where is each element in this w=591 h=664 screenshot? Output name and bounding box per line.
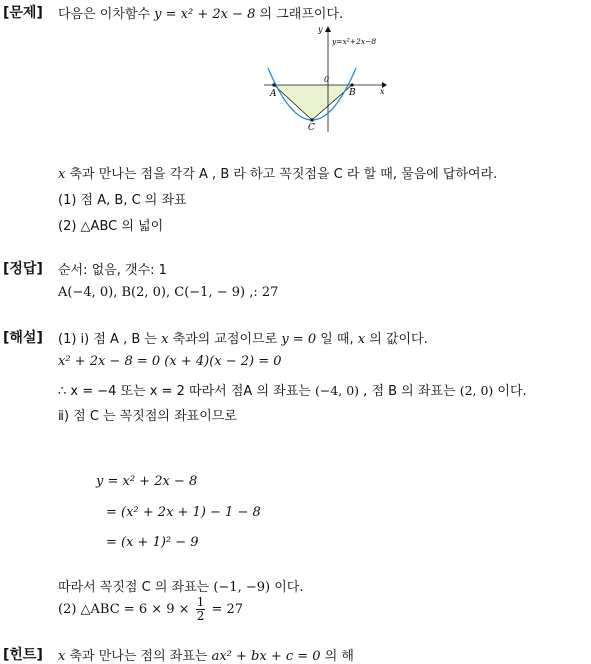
point-a-dot — [272, 83, 275, 86]
explanation-line1-mid2: 일 때, — [316, 332, 358, 347]
derivation-step1: y = x² + 2x − 8 — [96, 474, 198, 489]
explanation-line5-pre: 따라서 꼭짓점 C 의 좌표는 — [58, 580, 214, 595]
point-b-label: B — [349, 88, 356, 98]
explanation-line6 — [58, 596, 243, 623]
explanation-line1-post: 의 값이다. — [365, 332, 428, 347]
explanation-line1 — [58, 328, 428, 347]
vertex-coordinate: (−1, −9) — [213, 580, 271, 595]
explanation-line1-x2: x — [357, 332, 366, 347]
explanation-line1-eq: y = 0 — [281, 332, 317, 347]
problem-line1-text: 축과 만나는 점을 각각 A , B 라 하고 꼭짓점을 C 라 할 때, 물음에 답하여라. — [65, 167, 498, 182]
parabola-graph — [262, 24, 392, 134]
explanation-line3-pre: ∴ x = −4 또는 x = 2 따라서 점A 의 좌표는 — [58, 384, 315, 399]
problem-line1-x: x — [58, 167, 66, 182]
area-formula-pre: (2) △ABC = 6 × 9 × — [58, 602, 194, 617]
explanation-line1-mid: 축과의 교점이므로 — [168, 332, 282, 347]
problem-intro — [58, 3, 343, 22]
curve-label: y=x²+2x−8 — [332, 37, 377, 46]
hint-tag: [힌트] — [3, 647, 43, 663]
answer-line1: 순서: 없음, 갯수: 1 — [58, 263, 167, 278]
derivation-step3: = (x + 1)² − 9 — [106, 535, 199, 550]
area-formula-post: = 27 — [207, 602, 244, 617]
point-a-label: A — [270, 89, 277, 99]
origin-label: 0 — [324, 75, 330, 84]
problem-intro-pre: 다음은 이차함수 — [58, 7, 155, 22]
hint-post: 의 해 — [320, 649, 354, 664]
hint-line — [58, 645, 354, 664]
point-a-coordinate: (−4, 0) — [314, 383, 360, 398]
explanation-line1-pre: (1) ⅰ) 점 A , B 는 — [58, 332, 162, 347]
derivation-step2: = (x² + 2x + 1) − 1 − 8 — [106, 505, 261, 520]
fraction-numerator: 1 — [196, 595, 205, 609]
explanation-line4: ⅱ) 점 C 는 꼭짓점의 좌표이므로 — [58, 409, 237, 424]
x-axis-label: x — [380, 87, 385, 96]
point-c-label: C — [308, 123, 315, 133]
problem-intro-equation: y = x² + 2x − 8 — [154, 7, 256, 22]
explanation-line5 — [58, 576, 303, 595]
y-axis-arrow — [325, 26, 331, 32]
explanation-line3-mid: , 점 B 의 좌표는 — [359, 384, 460, 399]
hint-x: x — [58, 649, 66, 664]
answer-tag: [정답] — [3, 261, 43, 277]
question-2: (2) △ABC 의 넓이 — [58, 219, 164, 234]
hint-equation: ax² + bx + c = 0 — [211, 649, 321, 664]
point-b-coordinate: (2, 0) — [459, 383, 494, 398]
problem-tag: [문제] — [3, 5, 43, 21]
hint-pre: 축과 만나는 점의 좌표는 — [65, 649, 212, 664]
one-half-fraction — [196, 596, 206, 623]
explanation-tag: [해설] — [3, 330, 43, 346]
point-c-dot — [310, 118, 313, 121]
explanation-line2: x² + 2x − 8 = 0 (x + 4)(x − 2) = 0 — [58, 354, 282, 369]
y-axis-label: y — [318, 25, 323, 34]
problem-intro-post: 의 그래프이다. — [255, 7, 344, 22]
explanation-line1-x: x — [161, 332, 169, 347]
point-b-dot — [350, 83, 353, 86]
explanation-line3-post: 이다. — [493, 384, 527, 399]
explanation-line5-post: 이다. — [270, 580, 304, 595]
question-1: (1) 점 A, B, C 의 좌표 — [58, 193, 187, 208]
explanation-line3 — [58, 380, 527, 399]
answer-line2: A(−4, 0), B(2, 0), C(−1, − 9) ,: 27 — [58, 285, 279, 300]
problem-line1 — [58, 163, 497, 182]
fraction-denominator: 2 — [196, 609, 205, 623]
